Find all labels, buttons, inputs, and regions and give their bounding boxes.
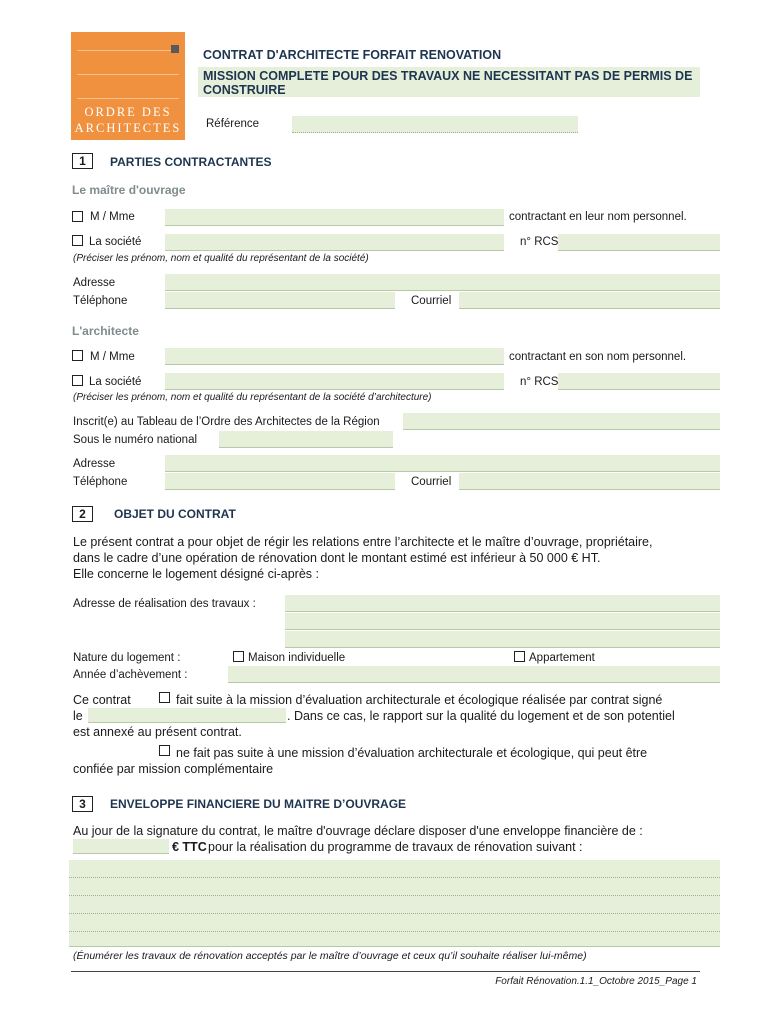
- budget-paragraph-continued: pour la réalisation du programme de travaux de rénovation suivant :: [208, 840, 583, 854]
- nature-label: Nature du logement :: [73, 652, 181, 664]
- follows-mission-text: fait suite à la mission d’évaluation architecturale et écologique réalisée par contrat signé: [176, 693, 663, 707]
- owner-company-field[interactable]: [165, 234, 504, 251]
- works-address-label: Adresse de réalisation des travaux :: [73, 598, 256, 610]
- owner-rcs-field[interactable]: [558, 234, 720, 251]
- year-field[interactable]: [228, 666, 720, 683]
- works-address-field-1[interactable]: [285, 595, 720, 612]
- owner-rcs-label: n° RCS: [520, 236, 559, 248]
- follows-mission-end: est annexé au présent contrat.: [73, 725, 242, 739]
- document-subtitle: MISSION COMPLETE POUR DES TRAVAUX NE NECESSITANT PAS DE PERMIS DE CONSTRUIRE: [203, 69, 693, 97]
- reference-field[interactable]: [292, 116, 578, 133]
- architect-company-label: La société: [89, 376, 142, 388]
- object-paragraph-line3: Elle concerne le logement désigné ci-après :: [73, 567, 319, 581]
- architect-email-label: Courriel: [411, 476, 452, 488]
- owner-company-note: (Préciser les prénom, nom et qualité du représentant de la société): [73, 253, 369, 264]
- footer-rule: [71, 971, 700, 972]
- contract-label: Ce contrat: [73, 693, 131, 707]
- follows-mission-continued: . Dans ce cas, le rapport sur la qualité du logement et de son potentiel: [287, 709, 675, 723]
- not-follows-mission-text: ne fait pas suite à une mission d’évaluation architecturale et écologique, qui peut être: [176, 746, 648, 760]
- apartment-checkbox[interactable]: [514, 651, 525, 662]
- logo-rule: [77, 98, 179, 99]
- not-follows-mission-end: confiée par mission complémentaire: [73, 762, 274, 776]
- owner-email-field[interactable]: [459, 292, 720, 309]
- owner-address-field[interactable]: [165, 274, 720, 291]
- not-follows-mission-checkbox[interactable]: [159, 745, 170, 756]
- architect-mme-suffix: contractant en son nom personnel.: [509, 351, 687, 363]
- owner-mme-label: M / Mme: [90, 211, 135, 223]
- object-paragraph-line2: dans le cadre d’une opération de rénovation dont le montant estimé est inférieur à 50 000 € HT.: [73, 551, 601, 565]
- architect-company-checkbox[interactable]: [72, 375, 83, 386]
- reference-label: Référence: [206, 118, 260, 130]
- owner-mme-suffix: contractant en leur nom personnel.: [509, 211, 687, 223]
- owner-email-label: Courriel: [411, 295, 452, 307]
- architect-rcs-label: n° RCS: [520, 376, 559, 388]
- architect-mme-checkbox[interactable]: [72, 350, 83, 361]
- architect-phone-label: Téléphone: [73, 476, 128, 488]
- footer-text: Forfait Rénovation.1.1_Octobre 2015_Page 1: [495, 976, 697, 987]
- logo-line2: ARCHITECTES: [74, 121, 182, 135]
- section-1-number: 1: [72, 153, 93, 169]
- architect-national-label: Sous le numéro national: [73, 434, 198, 446]
- owner-company-label: La société: [89, 236, 142, 248]
- budget-paragraph: Au jour de la signature du contrat, le maître d'ouvrage déclare disposer d'une enveloppe financière de :: [73, 824, 643, 838]
- budget-amount-field[interactable]: [73, 839, 169, 854]
- house-option-label: Maison individuelle: [248, 652, 346, 664]
- works-programme-note: (Énumérer les travaux de rénovation acceptés par le maître d’ouvrage et ceux qu’il souhaite réaliser lui-même): [73, 950, 587, 962]
- section-3-title: ENVELOPPE FINANCIERE DU MAITRE D’OUVRAGE: [110, 797, 407, 811]
- architect-phone-field[interactable]: [165, 473, 395, 490]
- works-programme-line-5[interactable]: [69, 932, 720, 947]
- section-2-number: 2: [72, 506, 93, 522]
- architect-region-field[interactable]: [403, 413, 720, 430]
- document-title: CONTRAT D'ARCHITECTE FORFAIT RENOVATION: [203, 48, 502, 62]
- ttc-label: € TTC: [172, 840, 207, 854]
- owner-heading: Le maître d'ouvrage: [72, 183, 186, 197]
- owner-mme-checkbox[interactable]: [72, 211, 83, 222]
- logo-rule: [77, 74, 179, 75]
- section-3-number: 3: [72, 796, 93, 812]
- architect-mme-field[interactable]: [165, 348, 504, 365]
- owner-address-label: Adresse: [73, 277, 116, 289]
- architect-mme-label: M / Mme: [90, 351, 135, 363]
- architect-rcs-field[interactable]: [558, 373, 720, 390]
- works-programme-line-2[interactable]: [69, 878, 720, 896]
- logo-line1: ORDRE DES: [84, 105, 172, 119]
- architect-registered-label: Inscrit(e) au Tableau de l’Ordre des Architectes de la Région: [73, 416, 380, 428]
- section-2-title: OBJET DU CONTRAT: [114, 507, 236, 521]
- mission-date-field[interactable]: [88, 708, 286, 723]
- year-label: Année d’achèvement :: [73, 669, 188, 681]
- architect-company-note: (Préciser les prénom, nom et qualité du représentant de la société d’architecture): [73, 392, 432, 403]
- le-label: le: [73, 709, 83, 723]
- architect-company-field[interactable]: [165, 373, 504, 390]
- architect-national-field[interactable]: [219, 431, 393, 448]
- works-programme-line-1[interactable]: [69, 860, 720, 878]
- works-programme-line-3[interactable]: [69, 896, 720, 914]
- section-1-title: PARTIES CONTRACTANTES: [110, 155, 272, 169]
- house-checkbox[interactable]: [233, 651, 244, 662]
- follows-mission-checkbox[interactable]: [159, 692, 170, 703]
- logo-corner-mark: [171, 45, 179, 53]
- works-address-field-2[interactable]: [285, 613, 720, 630]
- owner-mme-field[interactable]: [165, 209, 504, 226]
- object-paragraph-line1: Le présent contrat a pour objet de régir les relations entre l’architecte et le maître d’ouvrage, propriétaire,: [73, 535, 653, 549]
- owner-phone-field[interactable]: [165, 292, 395, 309]
- owner-company-checkbox[interactable]: [72, 235, 83, 246]
- architect-address-label: Adresse: [73, 458, 116, 470]
- works-address-field-3[interactable]: [285, 631, 720, 648]
- architect-heading: L'architecte: [72, 324, 139, 338]
- works-programme-line-4[interactable]: [69, 914, 720, 932]
- logo-rule: [77, 50, 179, 51]
- owner-phone-label: Téléphone: [73, 295, 128, 307]
- architect-address-field[interactable]: [165, 455, 720, 472]
- apartment-option-label: Appartement: [529, 652, 595, 664]
- ordre-des-architectes-logo: [71, 32, 185, 140]
- architect-email-field[interactable]: [459, 473, 720, 490]
